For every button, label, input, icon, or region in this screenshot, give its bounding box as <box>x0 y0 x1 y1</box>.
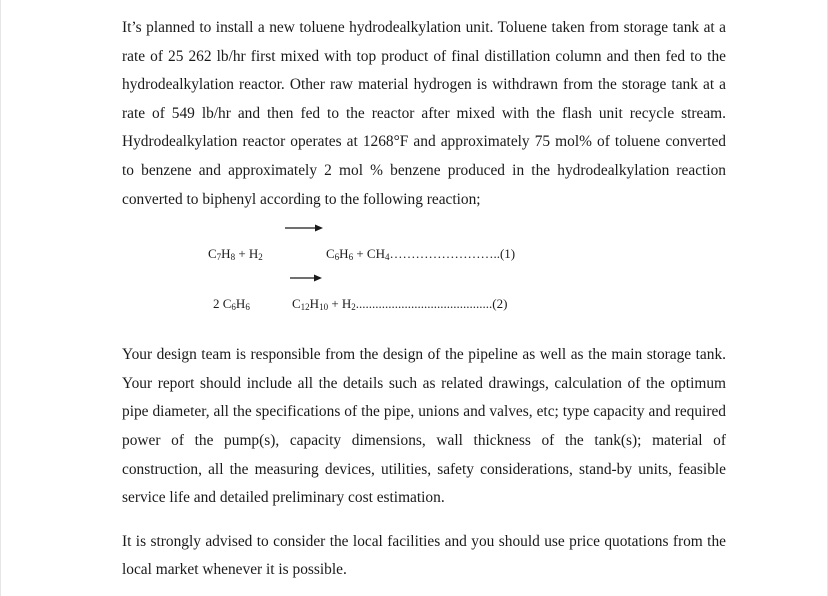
advice-paragraph: It is strongly advised to consider the local facilities and you should use price quotations from the local market whenever it is possible. <box>122 532 726 579</box>
equation-1-products: $C_6H_6$ + $CH_4\dots\dots\dots\dots\dots\dots\dots\dots..(1)$ <box>326 246 516 263</box>
reaction-arrow-icon <box>285 224 323 232</box>
reaction-equation-2 <box>122 268 726 318</box>
design-scope-paragraph: Your design team is responsible from the design of the pipeline as well as the main storage tank. Your report should include all the details such as related drawings, calculation of the optimum pipe diameter, all the specifications of the pipe, unions and valves, etc; type capacity and required power of the pump(s), capacity dimensions, wall thickness of the tank(s); material of construction, all the measuring devices, utilities, safety considerations, stand-by units, feasible service life and detailed preliminary cost estimation. <box>122 346 726 507</box>
intro-paragraph: It’s planned to install a new toluene hydrodealkylation unit. Toluene taken from storage tank at a rate of 25 262 lb/hr first mixed with top product of final distillation column and then fed to the hydrodealkylation reactor. Other raw material hydrogen is withdrawn from the storage tank at a rate of 549 lb/hr and then fed to the reactor after mixed with the flash unit recycle stream. Hydrodealkylation reactor operates at 1268°F and approximately 75 mol% of toluene converted to benzene and approximately 2 mol % benzene produced in the hydrodealkylation reaction converted to biphenyl according to the following reaction; <box>122 19 726 208</box>
equation-2-products: $C_{12}H_{10} + H_2..........................................(2)$ <box>292 296 508 313</box>
reaction-arrow-icon <box>290 274 322 282</box>
reaction-equation-1 <box>122 218 726 268</box>
equation-1-reactants: $C_7H_8 + H_2$ <box>208 246 263 263</box>
document-body <box>122 14 726 585</box>
equation-2-reactants: 2 $C_6H_6$ <box>213 296 250 313</box>
